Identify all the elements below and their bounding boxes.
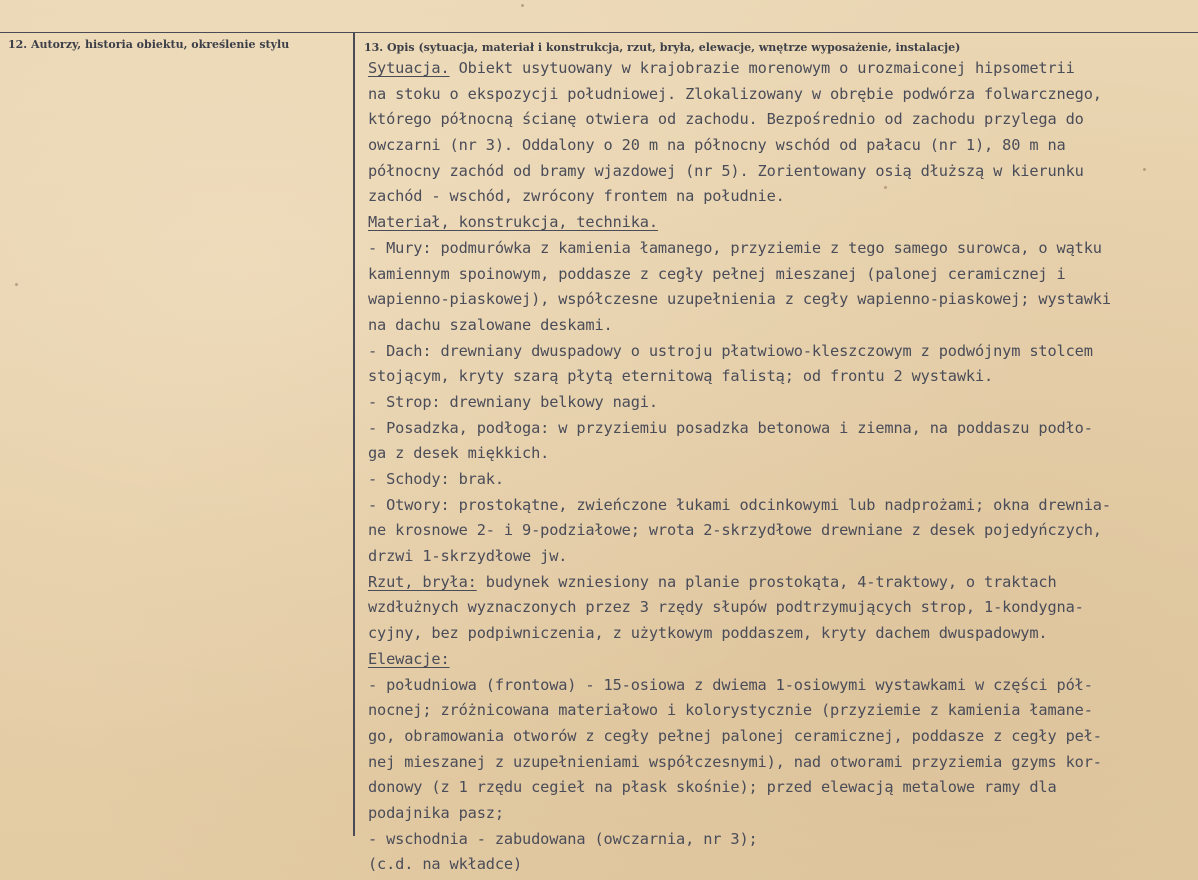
text-line: zachód - wschód, zwrócony frontem na południe. xyxy=(368,187,785,206)
top-rule xyxy=(0,32,1198,33)
text-line xyxy=(368,647,1188,673)
field-13-title: 13. Opis (sytuacja, materiał i konstrukcja, rzut, bryła, elewacje, wnętrze wyposażenie, instalacje) xyxy=(364,41,961,54)
paper-speck xyxy=(1143,168,1146,171)
text-line: donowy (z 1 rzędu cegieł na płask skośnie); przed elewacją metalowe ramy dla xyxy=(368,778,1057,797)
text-line xyxy=(368,210,1188,236)
text-line-continuation: Obiekt usytuowany w krajobrazie morenowym o urozmaiconej hipsometrii xyxy=(449,59,1075,77)
text-line: którego północną ścianę otwiera od zachodu. Bezpośrednio od zachodu przylega do xyxy=(368,110,1084,129)
text-line xyxy=(368,570,1188,596)
text-line: na stoku o ekspozycji południowej. Zlokalizowany w obrębie podwórza folwarcznego, xyxy=(368,84,1102,103)
text-line: nej mieszanej z uzupełnieniami współczesnymi), nad otworami przyziemia gzyms kor- xyxy=(368,752,1102,771)
paper-speck xyxy=(521,4,524,7)
text-line: - południowa (frontowa) - 15-osiowa z dwiema 1-osiowymi wystawkami w części pół- xyxy=(368,675,1093,694)
text-line: na dachu szalowane deskami. xyxy=(368,315,613,334)
section-heading-elewacje: Elewacje: xyxy=(368,649,450,668)
text-line: ga z desek miękkich. xyxy=(368,444,550,463)
section-heading-material: Materiał, konstrukcja, technika. xyxy=(368,213,658,232)
column-divider xyxy=(353,32,355,836)
text-line: - Strop: drewniany belkowy nagi. xyxy=(368,392,658,411)
section-heading-sytuacja: Sytuacja. xyxy=(368,59,450,77)
text-line: ne krosnowe 2- i 9-podziałowe; wrota 2-skrzydłowe drewniane z desek pojedyńczych, xyxy=(368,521,1102,540)
text-line: - Mury: podmurówka z kamienia łamanego, przyziemie z tego samego surowca, o wątku xyxy=(368,238,1102,257)
text-line: - Schody: brak. xyxy=(368,470,504,488)
text-line: - wschodnia - zabudowana (owczarnia, nr 3); xyxy=(368,829,758,848)
text-line: owczarni (nr 3). Oddalony o 20 m na północny wschód od pałacu (nr 1), 80 m na xyxy=(368,136,1066,155)
text-line: - Otwory: prostokątne, zwieńczone łukami odcinkowymi lub nadprożami; okna drewnia- xyxy=(368,495,1111,514)
text-line: cyjny, bez podpiwniczenia, z użytkowym poddaszem, kryty dachem dwuspadowym. xyxy=(368,624,1048,643)
text-line: podajnika pasz; xyxy=(368,803,504,822)
text-line: nocnej; zróżnicowana materiałowo i kolorystycznie (przyziemie z kamienia łamane- xyxy=(368,701,1093,720)
section-heading-rzut: Rzut, bryła: xyxy=(368,572,477,591)
field-12-title: 12. Autorzy, historia obiektu, określenie stylu xyxy=(8,38,290,51)
text-line: - Dach: drewniany dwuspadowy o ustroju płatwiowo-kleszczowym z podwójnym stolcem xyxy=(368,341,1093,360)
text-line xyxy=(368,56,1188,82)
text-line: go, obramowania otworów z cegły pełnej palonej ceramicznej, poddasze z cegły peł- xyxy=(368,726,1102,745)
text-line: (c.d. na wkładce) xyxy=(368,855,523,874)
text-line-continuation: budynek wzniesiony na planie prostokąta, 4-traktowy, o traktach xyxy=(476,572,1057,591)
text-line: - Posadzka, podłoga: w przyziemiu posadzka betonowa i ziemna, na poddaszu podło- xyxy=(368,418,1093,437)
text-line: wapienno-piaskowej), współczesne uzupełnienia z cegły wapienno-piaskowej; wystawki xyxy=(368,290,1111,309)
text-line: wzdłużnych wyznaczonych przez 3 rzędy słupów podtrzymujących strop, 1-kondygna- xyxy=(368,598,1084,617)
paper-speck xyxy=(15,283,18,286)
text-line: północny zachód od bramy wjazdowej (nr 5). Zorientowany osią dłuższą w kierunku xyxy=(368,161,1084,180)
description-text xyxy=(368,56,1188,878)
paper-speck xyxy=(884,186,887,189)
text-line: drzwi 1-skrzydłowe jw. xyxy=(368,547,568,566)
text-line: stojącym, kryty szarą płytą eternitową falistą; od frontu 2 wystawki. xyxy=(368,367,994,386)
text-line: kamiennym spoinowym, poddasze z cegły pełnej mieszanej (palonej ceramicznej i xyxy=(368,264,1066,283)
